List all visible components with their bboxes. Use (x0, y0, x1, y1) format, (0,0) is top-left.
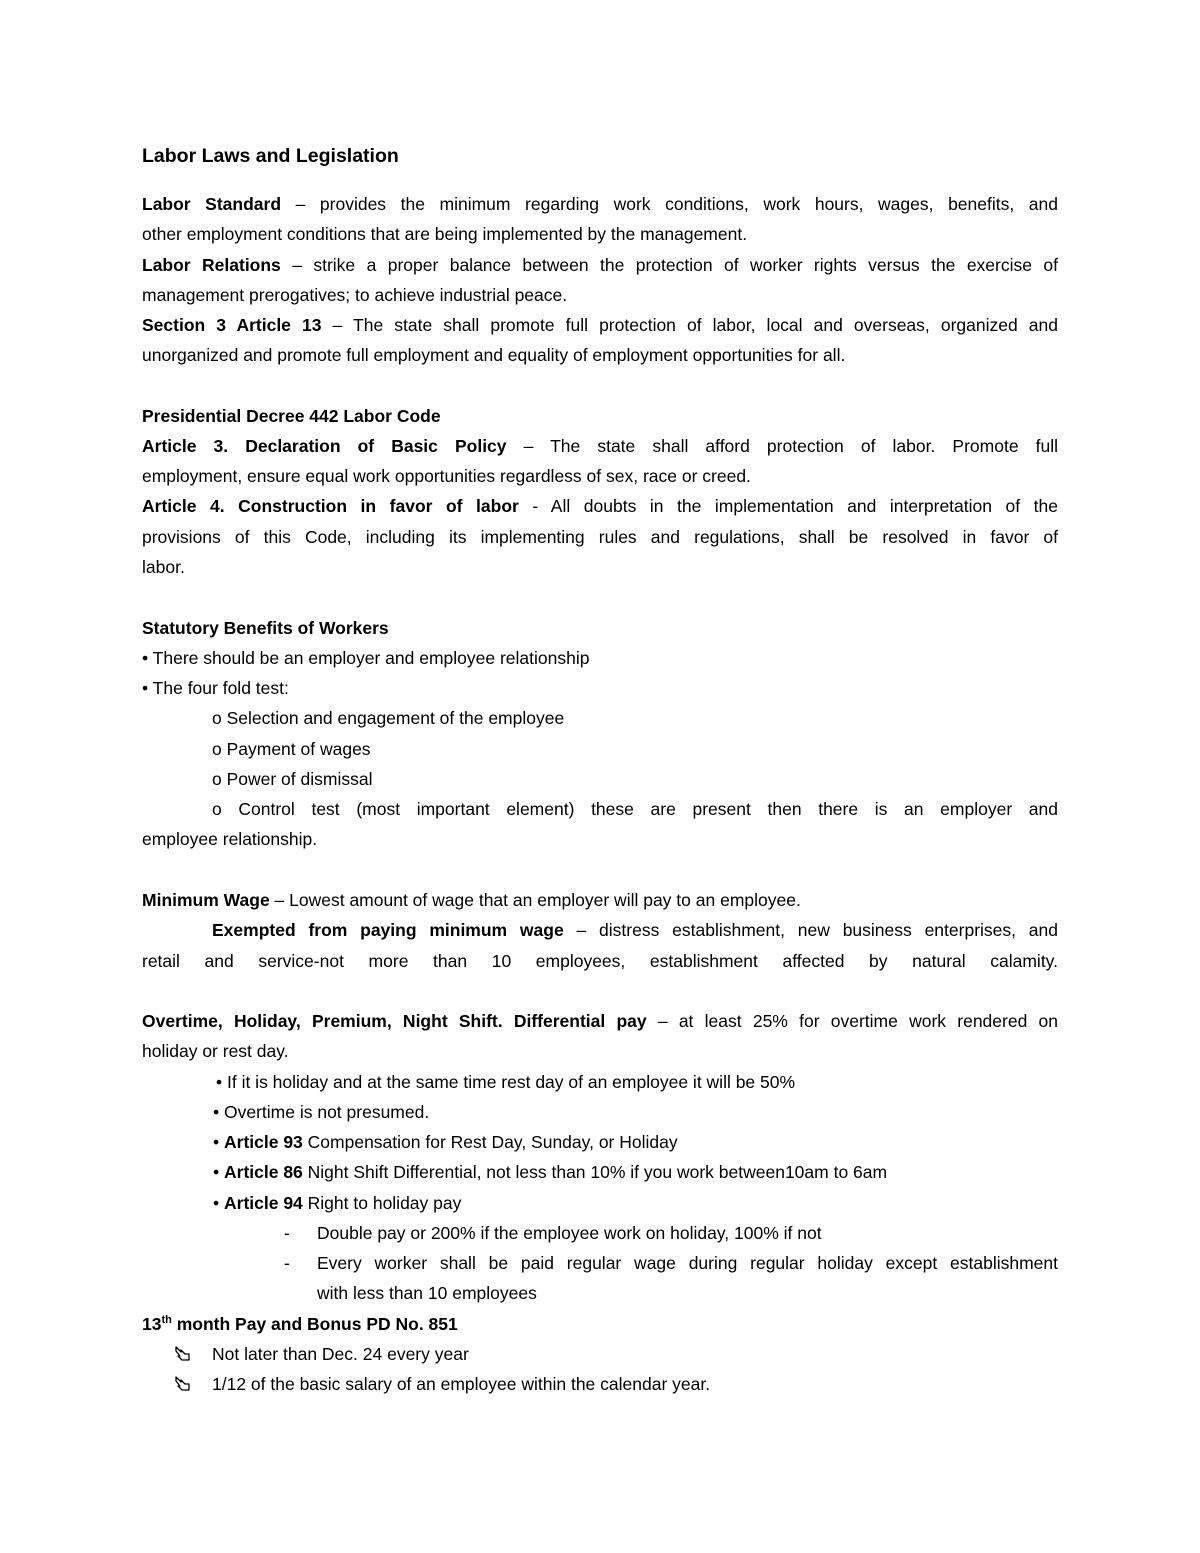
heading-number: 13 (142, 1314, 162, 1334)
holiday-pay-item-1: Double pay or 200% if the employee work on holiday, 100% if not (317, 1223, 822, 1243)
fourfold-item-4-line-1: o Control test (most important element) these are present then there is an employer and (212, 799, 1058, 819)
fourfold-item-2: o Payment of wages (212, 739, 371, 759)
article93-term: Article 93 (224, 1132, 303, 1152)
overtime-bullet-2: • Overtime is not presumed. (213, 1102, 430, 1122)
exempted-line-1 (212, 919, 1058, 941)
bullet-mark: • (213, 1132, 224, 1152)
section3-line-2: unorganized and promote full employment and equality of employment opportunities for all. (142, 345, 846, 365)
article86-text: Night Shift Differential, not less than 10% if you work between10am to 6am (302, 1162, 888, 1182)
minimum-wage-term: Minimum Wage (142, 890, 270, 910)
holiday-pay-item-2-line-1: Every worker shall be paid regular wage during regular holiday except establishment (317, 1253, 1058, 1273)
minimum-wage-text: – Lowest amount of wage that an employer will pay to an employee. (269, 890, 801, 910)
heading-text: month Pay and Bonus PD No. 851 (171, 1314, 458, 1334)
labor-standard-text: – provides the minimum regarding work conditions, work hours, wages, benefits, and (281, 194, 1058, 214)
labor-standard-line-1 (142, 193, 1058, 215)
article3-term: Article 3. Declaration of Basic Policy (142, 436, 507, 456)
article4-line-2: provisions of this Code, including its implementing rules and regulations, shall be resolved in favor of (142, 527, 1058, 547)
labor-relations-line-1 (142, 254, 1058, 276)
article4-line-1 (142, 495, 1058, 517)
bullet-mark: • (213, 1193, 224, 1213)
section3-line-1 (142, 314, 1058, 336)
pd442-heading (142, 405, 1058, 427)
statutory-heading (142, 617, 1058, 639)
dash-mark-2: - (284, 1253, 290, 1273)
article3-line-1 (142, 435, 1058, 457)
overtime-bullet-3 (213, 1131, 1058, 1153)
minimum-wage-line (142, 889, 1058, 911)
overtime-term: Overtime, Holiday, Premium, Night Shift. Differential pay (142, 1011, 647, 1031)
labor-standard-term: Labor Standard (142, 194, 282, 214)
labor-relations-text: – strike a proper balance between the protection of worker rights versus the exercise of (280, 255, 1058, 275)
exempted-line-2: retail and service-not more than 10 employees, establishment affected by natural calamity. (142, 951, 1058, 971)
labor-standard-line-2: other employment conditions that are being implemented by the management. (142, 224, 748, 244)
fourfold-item-1: o Selection and engagement of the employee (212, 708, 565, 728)
document-title: Labor Laws and Legislation (142, 145, 399, 167)
exempted-text: – distress establishment, new business enterprises, and (563, 920, 1059, 940)
statutory-bullet-1: • There should be an employer and employee relationship (142, 648, 590, 668)
fourfold-item-4-line-2: employee relationship. (142, 829, 318, 849)
article86-term: Article 86 (224, 1162, 303, 1182)
overtime-bullet-1: • If it is holiday and at the same time rest day of an employee it will be 50% (216, 1072, 796, 1092)
overtime-line-2: holiday or rest day. (142, 1041, 289, 1061)
overtime-bullet-5 (213, 1192, 1058, 1214)
bullet-mark: • (213, 1162, 224, 1182)
thirteenth-month-heading (142, 1313, 1058, 1335)
section3-text: – The state shall promote full protection of labor, local and overseas, organized and (321, 315, 1058, 335)
item-text: 1/12 of the basic salary of an employee within the calendar year. (212, 1374, 711, 1394)
pointing-hand-icon (174, 1373, 196, 1395)
article4-line-3: labor. (142, 557, 185, 577)
pointing-hand-icon (174, 1343, 196, 1365)
overtime-text: – at least 25% for overtime work rendered on (646, 1011, 1058, 1031)
article94-term: Article 94 (224, 1193, 303, 1213)
labor-relations-term: Labor Relations (142, 255, 281, 275)
statutory-heading-text: Statutory Benefits of Workers (142, 618, 389, 638)
heading-superscript: th (161, 1314, 172, 1327)
article3-text: – The state shall afford protection of labor. Promote full (506, 436, 1058, 456)
overtime-line-1 (142, 1010, 1058, 1032)
thirteenth-month-item-2 (174, 1373, 1058, 1395)
holiday-pay-item-2-line-2: with less than 10 employees (317, 1283, 537, 1303)
fourfold-item-3: o Power of dismissal (212, 769, 373, 789)
pd442-heading-text: Presidential Decree 442 Labor Code (142, 406, 441, 426)
article93-text: Compensation for Rest Day, Sunday, or Holiday (302, 1132, 678, 1152)
exempted-term: Exempted from paying minimum wage (212, 920, 564, 940)
labor-relations-line-2: management prerogatives; to achieve industrial peace. (142, 285, 568, 305)
thirteenth-month-item-1 (174, 1343, 1058, 1365)
article4-term: Article 4. Construction in favor of labor (142, 496, 519, 516)
dash-mark-1: - (284, 1223, 290, 1243)
statutory-bullet-2: • The four fold test: (142, 678, 289, 698)
article94-text: Right to holiday pay (302, 1193, 462, 1213)
overtime-bullet-4 (213, 1161, 1058, 1183)
article4-text: - All doubts in the implementation and interpretation of the (518, 496, 1058, 516)
item-text: Not later than Dec. 24 every year (212, 1344, 469, 1364)
article3-line-2: employment, ensure equal work opportunities regardless of sex, race or creed. (142, 466, 751, 486)
section3-term: Section 3 Article 13 (142, 315, 322, 335)
